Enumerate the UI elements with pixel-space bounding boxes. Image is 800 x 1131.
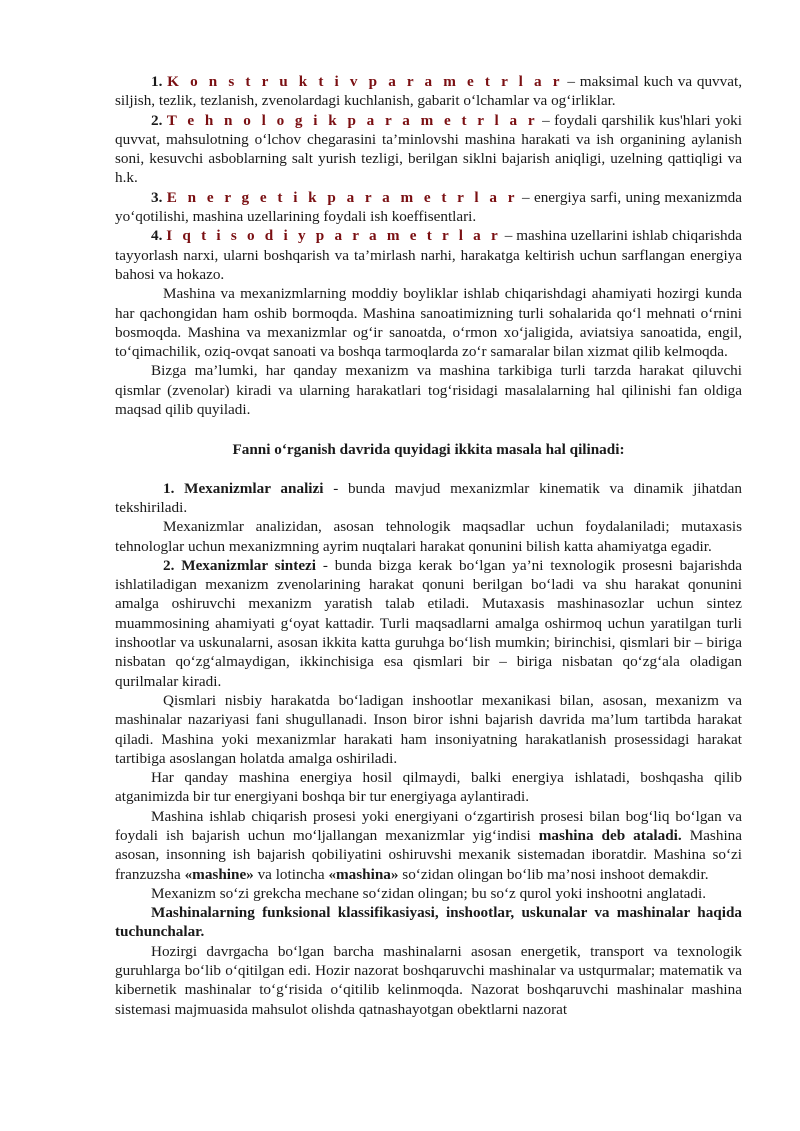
synthesis-text: - bunda bizga kerak bo‘lgan ya’ni texnologik prosesni bajarishda ishlatiladigan mexanizm zvenolarining harakat qonuni berilgan bo‘ladi va shu harakat qonunini amalga oshiruvchi mexanizm yaratish talab etiladi. Mutaxasis mashinasozlar uchun sintez muammosining ahamiyati g‘oyat kattadir. Turli maqsadlarni amalga oshirmoq uchun yaratilgan turli inshootlar va uskunalarni, asosan ikkita katta guruhga bo‘lish mumkin; birinchisi, qismlari bir – biriga nisbatan qo‘zg‘almaydigan, ikkinchisiga esa qismlari bir – biriga nisbatan qo‘zg‘ala oladigan qurilmalar kiradi.	[115, 556, 742, 690]
param-item-energetic	[115, 188, 742, 227]
item-text: – maksimal kuch va quvvat, siljish, tezlik, tezlanish, zvenolardagi kuchlanish, gabarit o‘lchamlar va og‘irliklar.	[115, 73, 742, 110]
param-item-technological	[115, 111, 742, 188]
analysis-text: - bunda mavjud mexanizmlar kinematik va dinamik jihatdan tekshiriladi.	[115, 479, 742, 516]
item-term: K o n s t r u k t i v p a r a m e t r l a r	[167, 73, 563, 90]
paragraph-mechanism-etymology: Mexanizm so‘zi grekcha mechane so‘zidan olingan; bu so‘z qurol yoki inshootni anglatadi.	[151, 884, 707, 902]
analysis-label: 1. Mexanizmlar analizi	[163, 479, 324, 497]
item-term: E n e r g e t i k p a r a m e t r l a r	[166, 188, 518, 206]
paragraph-synthesis	[115, 556, 742, 691]
paragraph-machine-definition	[115, 807, 742, 884]
definition-text: va lotincha	[253, 865, 329, 883]
param-item-constructive	[115, 72, 742, 111]
section-heading-tasks: Fanni o‘rganish davrida quyidagi ikkita masala hal qilinadi:	[232, 441, 625, 459]
paragraph-intro-importance: Mashina va mexanizmlarning moddiy boyliklar ishlab chiqarishdagi ahamiyati hozirgi kunda har qachongidan ham oshib bormoqda. Mashina sanoatimizning turli sohalarida qo‘l mehnati o‘rnini bosmoqda. Mashina va mexanizmlar og‘ir sanoatda, o‘rmon xo‘jaligida, aviatsiya sanoatida, engil, to‘qimachilik, oziq-ovqat sanoati va boshqa tarmoqlarda zo‘r samaralar bilan xizmat qilib kelmoqda.	[115, 285, 742, 361]
item-number: 2.	[151, 111, 163, 129]
item-number: 3.	[151, 188, 163, 206]
synthesis-label: 2. Mexanizmlar sintezi	[163, 556, 317, 574]
item-text: – energiya sarfi, uning mexanizmda yo‘qotilishi, mashina uzellarining foydali ish koeffisentlari.	[115, 188, 743, 226]
item-text: – foydali qarshilik kus'hlari yoki quvvat, mahsulotning o‘lchov chegarasini ta’minlovshi mashina harakati va ish organining aylanish soni, kesuvchi asboblarning salt yurish tezligi, berilgan siklni bajarish aniqligi, uzelning qattiqligi va h.k.	[115, 111, 742, 187]
paragraph-analysis-usage: Mexanizmlar analizidan, asosan tehnologik maqsadlar uchun foydalaniladi; mutaxasis tehnologlar uchun mexanizmning ayrim nuqtalari harakat qonunini bilish katta ahamiyatga egadir.	[115, 518, 742, 555]
paragraph-analysis	[115, 479, 742, 518]
paragraph-machine-groups: Hozirgi davrgacha bo‘lgan barcha mashinalarni asosan energetik, transport va texnologik guruhlarga bo‘lib o‘qitilgan edi. Hozir nazorat boshqaruvchi mashinalar va ustqurmalar; matematik va kibernetik mashinalar to‘g‘risida o‘qitilib kelinmoqda. Nazorat boshqaruvchi mashinalar mashina sistemasi majmuasida mahsulot olishda qatnashayotgan obektlarni nazorat	[115, 942, 742, 1018]
definition-text: Mashina asosan, insonning ish bajarish qobiliyatini oshiruvshi mexanik sistemadan iboratdir. Mashina so‘zi franzuzsha	[115, 826, 742, 883]
definition-text: so‘zidan olingan bo‘lib ma’nosi inshoot demakdir.	[398, 865, 709, 883]
item-text: – mashina uzellarini ishlab chiqarishda tayyorlash narxi, ularni boshqarish va ta’mirlash narhi, harakatga keltirish uchun sarflangan energiya bahosi va hokazo.	[115, 227, 742, 283]
definition-term: mashina deb ataladi.	[538, 826, 682, 844]
section-heading-classification: Mashinalarning funksional klassifikasiyasi, inshootlar, uskunalar va mashinalar haqida tuchunchalar.	[115, 904, 742, 941]
item-term: T e h n o l o g i k p a r a m e t r l a r	[166, 111, 538, 129]
paragraph-energy: Har qanday mashina energiya hosil qilmaydi, balki energiya ishlatadi, boshqasha qilib atganimizda bir tur energiyani boshqa bir tur energiyaga aylantiradi.	[115, 769, 742, 806]
paragraph-intro-parts: Bizga ma’lumki, har qanday mexanizm va mashina tarkibiga turli tarzda harakat qiluvchi qismlar (zvenolar) kiradi va ularning harakatlari tog‘risidagi masalalarning hal qilinishi fan oldiga maqsad qilib quyiladi.	[115, 362, 742, 419]
item-number: 4.	[151, 227, 163, 245]
item-number: 1.	[151, 73, 163, 90]
item-term: I q t i s o d i y p a r a m e t r l a r	[166, 227, 501, 245]
param-item-economic	[115, 226, 742, 284]
definition-text: Mashina ishlab chiqarish prosesi yoki energiyani o‘zgartirish prosesi bilan bog‘liq bo‘lgan va foydali ish bajarish uchun mo‘ljallangan mexanizmlar yig‘indisi	[115, 807, 742, 844]
latin-word: «mashina»	[328, 865, 399, 883]
french-word: «mashine»	[184, 865, 254, 883]
paragraph-relative-motion: Qismlari nisbiy harakatda bo‘ladigan inshootlar mexanikasi bilan, asosan, mexanizm va mashinalar nazariyasi fani shugullanadi. Inson biror ishni bajarish davrida ma’lum tartibda harakat qiladi. Mashina yoki mexanizmlar harakati ham insoniyatning harakatlanish prosessidagi harakat tartibiga asoslangan holatda amalga oshiriladi.	[115, 691, 742, 767]
